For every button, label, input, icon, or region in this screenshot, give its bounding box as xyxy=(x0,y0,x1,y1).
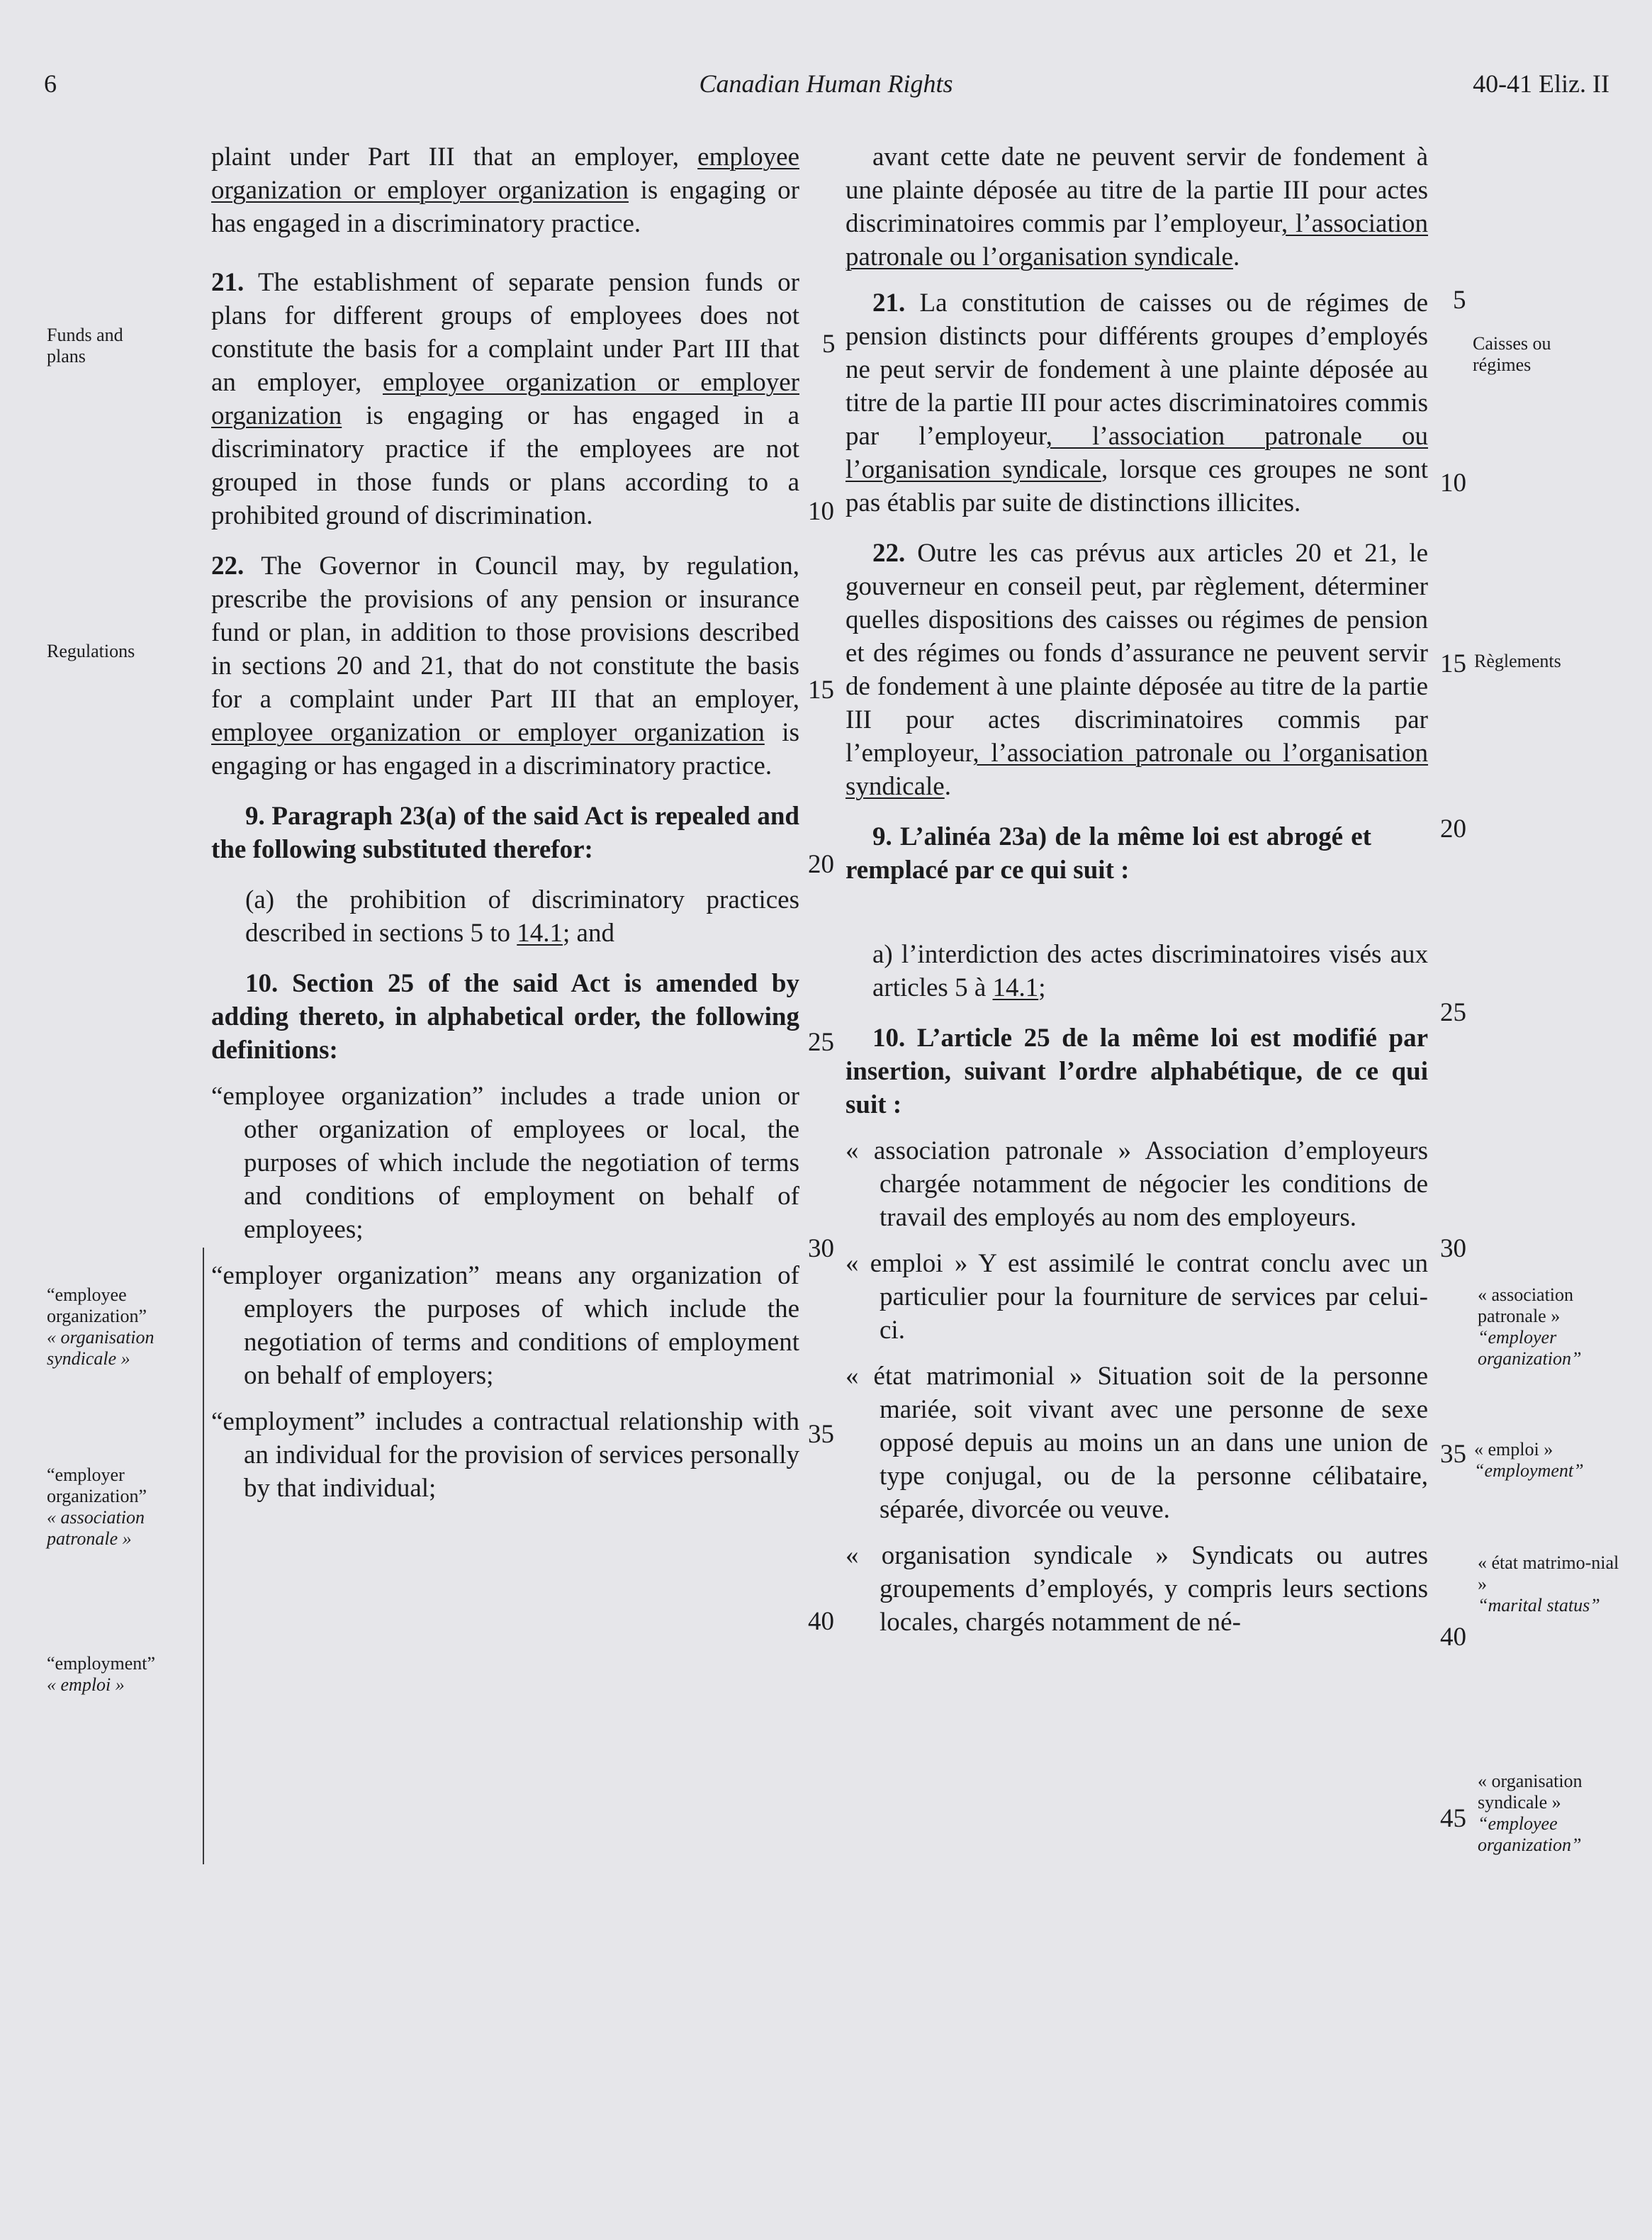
fr-line-number: 30 xyxy=(1440,1234,1466,1263)
fr-def-emploi: « emploi » Y est assimilé le contrat conclu avec un particulier pour la fourniture de services par celui-ci. xyxy=(845,1249,1428,1345)
margin-note-reglements: Règlements xyxy=(1474,651,1561,671)
en-line-number: 15 xyxy=(808,676,834,705)
margin-note-organisation-syndicale: « organisation syndicale » “employee organization” xyxy=(1478,1771,1583,1855)
fr-line-number: 15 xyxy=(1440,649,1466,678)
margin-note-employment: “employment” « emploi » xyxy=(47,1653,156,1695)
regnal-year: 40-41 Eliz. II xyxy=(1473,69,1609,98)
fr-line-number: 10 xyxy=(1440,469,1466,498)
en-def-employee-organization: “employee organization” includes a trade union or other organization of employees or local, the purposes of which include the negotiation of terms and conditions of employment on behalf of employees; xyxy=(211,1082,799,1244)
margin-note-caisses: Caisses ou régimes xyxy=(1473,333,1551,375)
en-section-22: 22. The Governor in Council may, by regulation, prescribe the provisions of any pension or insurance fund or plan, in addition to those provisions described in sections 20 and 21, that do not constitute the basis for a complaint under Part III that an employer, employee organization or employer organization is engaging or has engaged in a discriminatory practice. xyxy=(211,551,799,780)
fr-def-organisation-syndicale: « organisation syndicale » Syndicats ou autres groupements d’employés, y compris leurs sections locales, chargés notamment de né- xyxy=(845,1541,1428,1637)
margin-note-regulations: Regulations xyxy=(47,641,135,661)
fr-line-number: 5 xyxy=(1453,286,1466,315)
fr-def-association-patronale: « association patronale » Association d’employeurs chargée notamment de négocier les conditions de travail des employés au nom des employeurs. xyxy=(845,1136,1428,1232)
en-line-number: 40 xyxy=(808,1607,834,1636)
margin-note-association-patronale: « association patronale » “employer organization” xyxy=(1478,1284,1582,1369)
fr-def-etat-matrimonial: « état matrimonial » Situation soit de la personne mariée, soit vivant avec une personne de sexe opposé depuis au moins un an dans une union de type conjugal, ou de la personne célibataire, séparée, divorcée ou veuve. xyxy=(845,1362,1428,1524)
definition-rule xyxy=(203,1248,204,1864)
fr-line-number: 40 xyxy=(1440,1623,1466,1652)
fr-section-22: 22. Outre les cas prévus aux articles 20 et 21, le gouverneur en conseil peut, par règlement, déterminer quelles dispositions des caisses ou régimes de pension et des régimes ou fonds d’assurance ne peuvent servir de fondement à une plainte déposée au titre de la partie III pour actes discriminatoires commis par l’employeur, l’association patronale ou l’organisation syndicale. xyxy=(845,539,1428,801)
en-def-employment: “employment” includes a contractual relationship with an individual for the provision of services personally by that individual; xyxy=(211,1407,799,1503)
fr-clause-10: 10. L’article 25 de la même loi est modifié par insertion, suivant l’ordre alphabétique, de ce qui suit : xyxy=(845,1024,1428,1119)
fr-paragraph-23a: a) l’interdiction des actes discriminatoires visés aux articles 5 à 14.1; xyxy=(872,940,1428,1002)
en-clause-10: 10. Section 25 of the said Act is amended by adding thereto, in alphabetical order, the following definitions: xyxy=(211,969,799,1065)
fr-section-21: 21. La constitution de caisses ou de régimes de pension distincts pour différents groupes d’employés ne peut servir de fondement à une plainte déposée au titre de la partie III pour actes discriminatoires commis par l’employeur, l’association patronale ou l’organisation syndicale, lorsque ces groupes ne sont pas établis par suite de distinctions illicites. xyxy=(845,289,1429,517)
fr-carryover-paragraph: avant cette date ne peuvent servir de fondement à une plainte déposée au titre de la partie III pour actes discriminatoires commis par l’employeur, l’association patronale ou l’organisation syndicale. xyxy=(845,142,1428,271)
en-line-number: 35 xyxy=(808,1420,834,1449)
fr-line-number: 25 xyxy=(1440,998,1466,1027)
en-line-number: 20 xyxy=(808,850,834,879)
page-number: 6 xyxy=(44,69,57,98)
en-clause-9: 9. Paragraph 23(a) of the said Act is repealed and the following substituted therefor: xyxy=(211,802,799,864)
en-line-number: 10 xyxy=(808,497,834,526)
en-def-employer-organization: “employer organization” means any organization of employers the purposes of which include the negotiation of terms and conditions of employment on behalf of employers; xyxy=(211,1261,799,1390)
french-column xyxy=(845,140,1428,1639)
fr-clause-9: 9. L’alinéa 23a) de la même loi est abrogé et remplacé par ce qui suit : xyxy=(845,822,1371,885)
margin-note-emploi: « emploi » “employment” xyxy=(1474,1439,1584,1481)
en-paragraph-23a: (a) the prohibition of discriminatory practices described in sections 5 to 14.1; and xyxy=(245,885,799,948)
fr-line-number: 20 xyxy=(1440,814,1466,844)
margin-note-etat-matrimonial: « état matrimo-nial » “marital status” xyxy=(1478,1552,1619,1615)
english-column xyxy=(211,140,799,1505)
fr-line-number: 45 xyxy=(1440,1804,1466,1833)
margin-note-employer-organization: “employer organization” « association patronale » xyxy=(47,1465,147,1549)
fr-line-number: 35 xyxy=(1440,1440,1466,1469)
running-title: Canadian Human Rights xyxy=(699,69,953,98)
en-section-21: 21. The establishment of separate pension funds or plans for different groups of employees does not constitute the basis for a complaint under Part III that an employer, employee organization or employer organization is engaging or has engaged in a discriminatory practice if the employees are not grouped in those funds or plans according to a prohibited ground of discrimination. xyxy=(211,268,799,530)
en-carryover-paragraph: plaint under Part III that an employer, employee organization or employer organization is engaging or has engaged in a discriminatory practice. xyxy=(211,142,799,238)
en-line-number: 25 xyxy=(808,1028,834,1057)
margin-note-funds: Funds and plans xyxy=(47,325,123,366)
en-line-number: 30 xyxy=(808,1234,834,1263)
en-line-number: 5 xyxy=(822,330,836,359)
margin-note-employee-organization: “employee organization” « organisation syndicale » xyxy=(47,1284,154,1369)
